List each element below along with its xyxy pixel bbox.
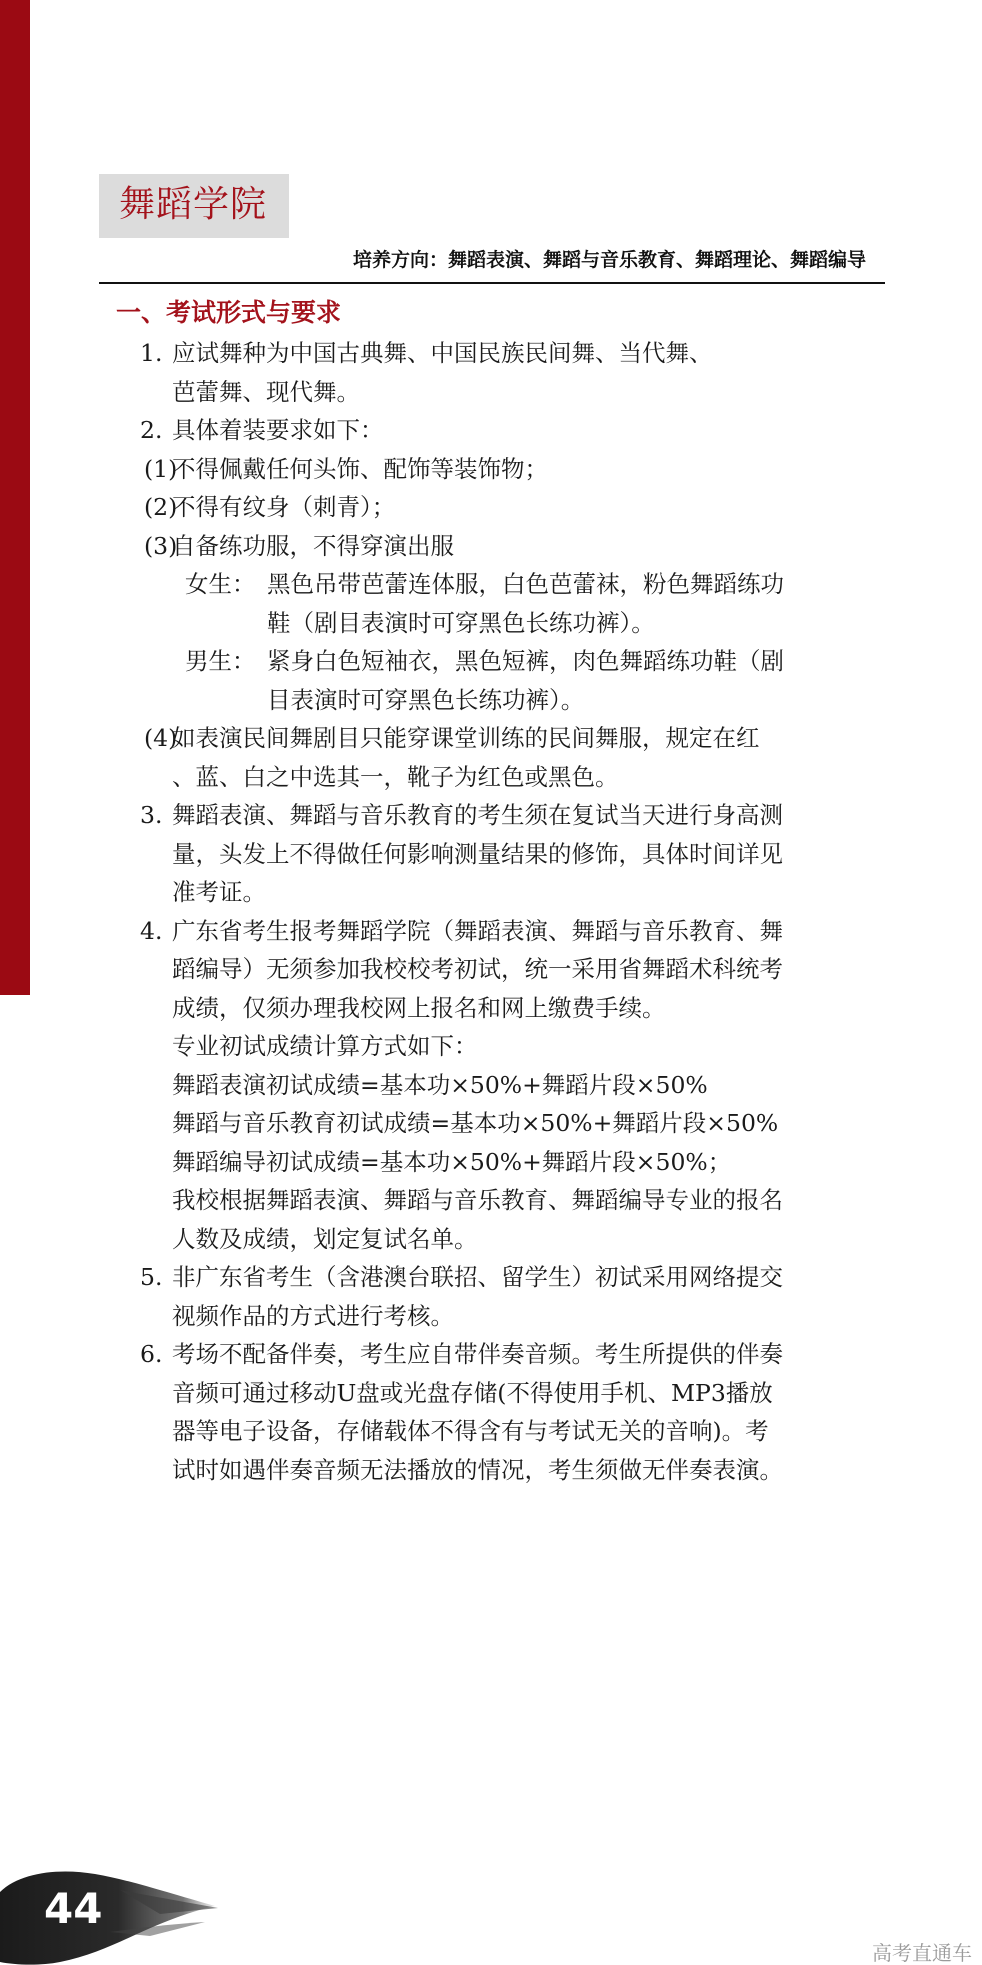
ink-brush-stroke [0, 1862, 220, 1965]
item-line: 广东省考生报考舞蹈学院（舞蹈表演、舞蹈与音乐教育、舞 [172, 916, 783, 945]
item-line: 人数及成绩，划定复试名单。 [172, 1224, 478, 1253]
list-item [100, 411, 880, 450]
sub-item-number: (3) [144, 531, 178, 560]
item-line: 非广东省考生（含港澳台联招、留学生）初试采用网络提交 [172, 1263, 783, 1291]
item-number: 3. [140, 801, 163, 829]
item-line: 器等电子设备，存储载体不得含有与考试无关的音响)。考 [172, 1417, 769, 1445]
item-line: 、蓝、白之中选其一，靴子为红色或黑色。 [172, 762, 619, 791]
formula-intro: 专业初试成绩计算方式如下： [172, 1032, 478, 1060]
item-line: 舞蹈表演、舞蹈与音乐教育的考生须在复试当天进行身高测 [172, 801, 783, 829]
item-line: 试时如遇伴奏音频无法播放的情况，考生须做无伴奏表演。 [172, 1455, 783, 1484]
item-line: 我校根据舞蹈表演、舞蹈与音乐教育、舞蹈编导专业的报名 [172, 1186, 783, 1214]
item-number: 4. [140, 916, 163, 945]
item-line: 应试舞种为中国古典舞、中国民族民间舞、当代舞、 [172, 339, 713, 367]
sub-item [100, 719, 880, 796]
item-line: 自备练功服，不得穿演出服 [172, 531, 454, 560]
sub-item [100, 488, 880, 527]
item-line: 如表演民间舞剧目只能穿课堂训练的民间舞服，规定在红 [172, 724, 760, 752]
score-formula: 舞蹈表演初试成绩=基本功×50%+舞蹈片段×50% [172, 1070, 708, 1099]
item-number: 5. [140, 1263, 163, 1291]
item-line: 音频可通过移动U盘或光盘存储(不得使用手机、MP3播放 [172, 1378, 773, 1407]
sub-item-number: (4) [144, 724, 178, 752]
item-line: 量，头发上不得做任何影响测量结果的修饰，具体时间详见 [172, 839, 783, 868]
list-item [100, 912, 880, 1259]
item-line: 不得有纹身（刺青）； [172, 493, 396, 521]
title-box [99, 174, 289, 238]
score-formula: 舞蹈编导初试成绩=基本功×50%+舞蹈片段×50%； [172, 1147, 732, 1176]
side-accent-bar [0, 0, 30, 995]
male-dress-code [100, 642, 880, 719]
item-line: 芭蕾舞、现代舞。 [172, 377, 360, 406]
item-line: 鞋（剧目表演时可穿黑色长练功裤）。 [267, 608, 655, 637]
sub-item [100, 450, 880, 489]
list-item [100, 796, 880, 912]
item-line: 黑色吊带芭蕾连体服，白色芭蕾袜，粉色舞蹈练功 [267, 570, 784, 598]
watermark: 高考直通车 [872, 1941, 972, 1965]
female-label: 女生： [185, 570, 256, 598]
sub-item [100, 527, 880, 566]
sub-item-number: (1) [144, 454, 178, 483]
list-item [100, 1258, 880, 1335]
score-formula: 舞蹈与音乐教育初试成绩=基本功×50%+舞蹈片段×50% [172, 1109, 779, 1137]
item-line: 紧身白色短袖衣，黑色短裤，肉色舞蹈练功鞋（剧 [267, 647, 784, 675]
female-dress-code [100, 565, 880, 642]
header-divider [99, 282, 885, 284]
sub-item-number: (2) [144, 493, 178, 521]
item-line: 不得佩戴任何头饰、配饰等装饰物； [172, 454, 548, 483]
page-title: 舞蹈学院 [119, 184, 268, 225]
document-body [100, 334, 880, 1489]
item-line: 视频作品的方式进行考核。 [172, 1301, 454, 1330]
training-direction: 培养方向：舞蹈表演、舞蹈与音乐教育、舞蹈理论、舞蹈编导 [352, 249, 866, 271]
item-line: 准考证。 [172, 878, 266, 906]
item-number: 6. [140, 1340, 163, 1368]
item-number: 1. [140, 339, 163, 367]
list-item [100, 1335, 880, 1489]
item-line: 成绩，仅须办理我校网上报名和网上缴费手续。 [172, 993, 666, 1022]
item-line: 具体着装要求如下： [172, 416, 384, 444]
section-title: 一、考试形式与要求 [116, 298, 342, 327]
item-line: 目表演时可穿黑色长练功裤）。 [267, 685, 585, 714]
page-number: 44 [44, 1884, 103, 1933]
item-number: 2. [140, 416, 163, 444]
item-line: 考场不配备伴奏，考生应自带伴奏音频。考生所提供的伴奏 [172, 1340, 783, 1368]
male-label: 男生： [185, 647, 256, 675]
list-item [100, 334, 880, 411]
item-line: 蹈编导）无须参加我校校考初试，统一采用省舞蹈术科统考 [172, 955, 783, 983]
